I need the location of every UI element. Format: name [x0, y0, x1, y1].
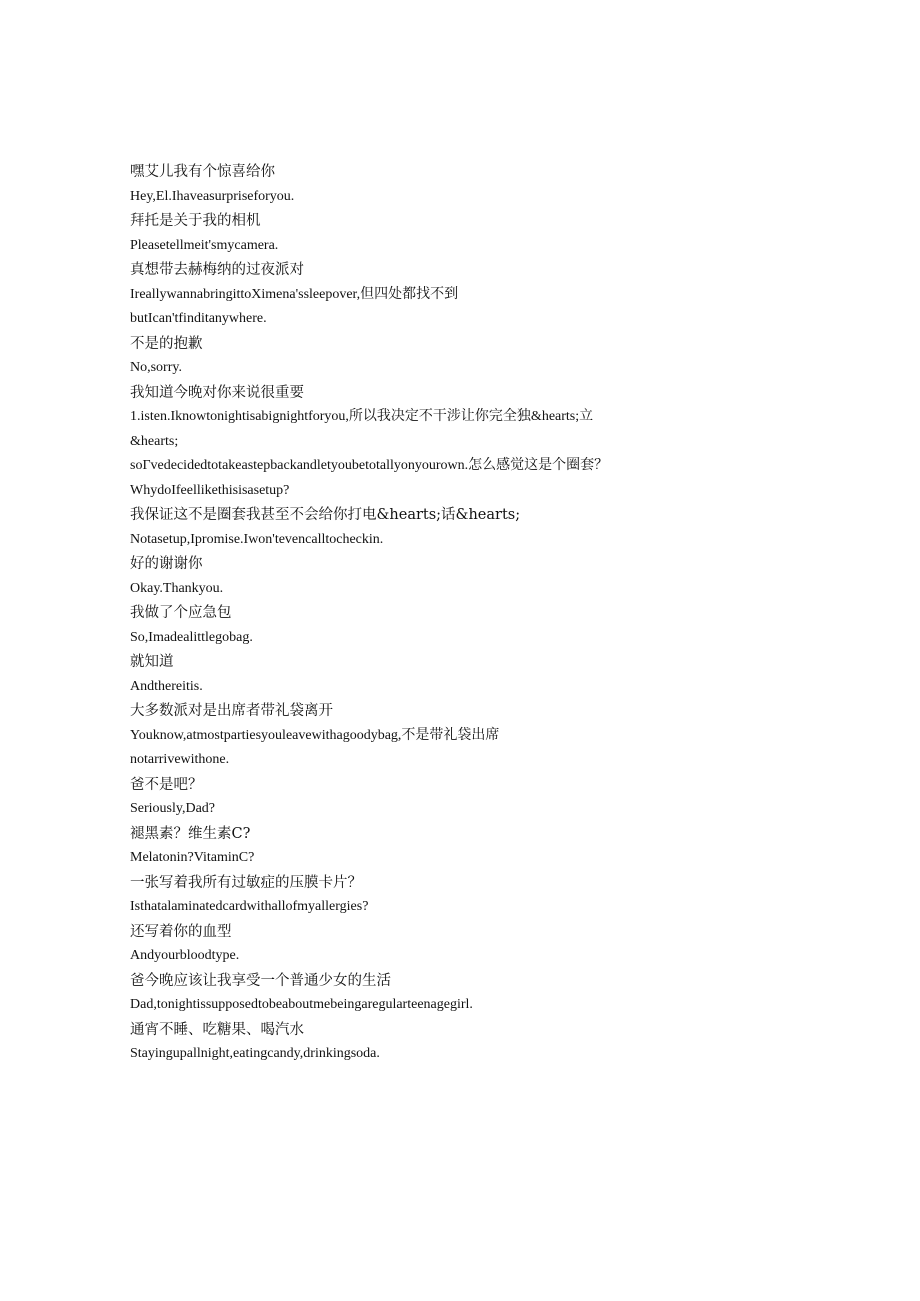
text-line: 1.isten.Iknowtonightisabignightforyou,所以我决定不干涉让你完全独&hearts;立 — [130, 409, 594, 424]
text-line: WhydoIfeellikethisisasetup? — [130, 482, 290, 498]
text-line: 我保证这不是圈套我甚至不会给你打电&hearts;话&hearts; — [130, 507, 521, 523]
text-line: 拜托是关于我的相机 — [130, 213, 261, 229]
text-line: 大多数派对是出席者带礼袋离开 — [130, 703, 333, 719]
text-line: Okay.Thankyou. — [130, 580, 224, 596]
text-line: No,sorry. — [130, 360, 182, 375]
text-line: 爸不是吧？ — [130, 776, 203, 793]
text-line: Melatonin?VitaminC? — [130, 850, 255, 865]
text-line: Pleasetellmeit'smycamera. — [130, 237, 279, 253]
text-line: Seriously,Dad? — [130, 801, 216, 816]
text-line: Isthatalaminatedcardwithallofmyallergies? — [130, 899, 369, 914]
text-line: Stayingupallnight,eatingcandy,drinkingsoda. — [130, 1046, 380, 1061]
text-line: 一张写着我所有过敏症的压膜卡片？ — [130, 874, 362, 891]
text-line: 还写着你的血型 — [130, 923, 232, 940]
text-line: Notasetup,Ipromise.Iwon'tevencalltocheckin. — [130, 531, 384, 547]
text-line: So,Imadealittlegobag. — [130, 629, 253, 645]
text-line: 好的谢谢你 — [130, 556, 203, 572]
text-line: 就知道 — [130, 654, 174, 670]
text-line: 褪黑素？维生素C? — [130, 825, 251, 842]
text-line: notarrivewithone. — [130, 752, 230, 767]
text-line: 不是的抱歉 — [130, 335, 203, 352]
text-line: soΓvedecidedtotakeastepbackandletyoubetotallyonyourown.怎么感觉这是个圈套？ — [130, 458, 609, 473]
text-line: Hey,El.Ihaveasurpriseforyou. — [130, 188, 295, 204]
text-line: 爸今晚应该让我享受一个普通少女的生活 — [130, 972, 391, 989]
text-line: Youknow,atmostpartiesyouleavewithagoodybag,不是带礼袋出席 — [130, 727, 500, 743]
text-line: Dad,tonightissupposedtobeaboutmebeingaregularteenagegirl. — [130, 997, 473, 1012]
text-line: Andyourbloodtype. — [130, 948, 240, 963]
text-line: 我做了个应急包 — [130, 605, 232, 621]
subtitle-transcript — [130, 160, 830, 1067]
text-line: Andthereitis. — [130, 678, 203, 694]
text-line: 嘿艾儿我有个惊喜给你 — [130, 164, 275, 180]
text-line: 通宵不睡、吃糖果、喝汽水 — [130, 1021, 304, 1038]
text-line: butIcan'tfinditanywhere. — [130, 311, 267, 326]
text-line: 我知道今晚对你来说很重要 — [130, 384, 304, 401]
text-line: &hearts; — [130, 433, 179, 449]
text-line: IreallywannabringittoXimena'ssleepover,但四处都找不到 — [130, 286, 459, 302]
text-line: 真想带去赫梅纳的过夜派对 — [130, 262, 304, 278]
